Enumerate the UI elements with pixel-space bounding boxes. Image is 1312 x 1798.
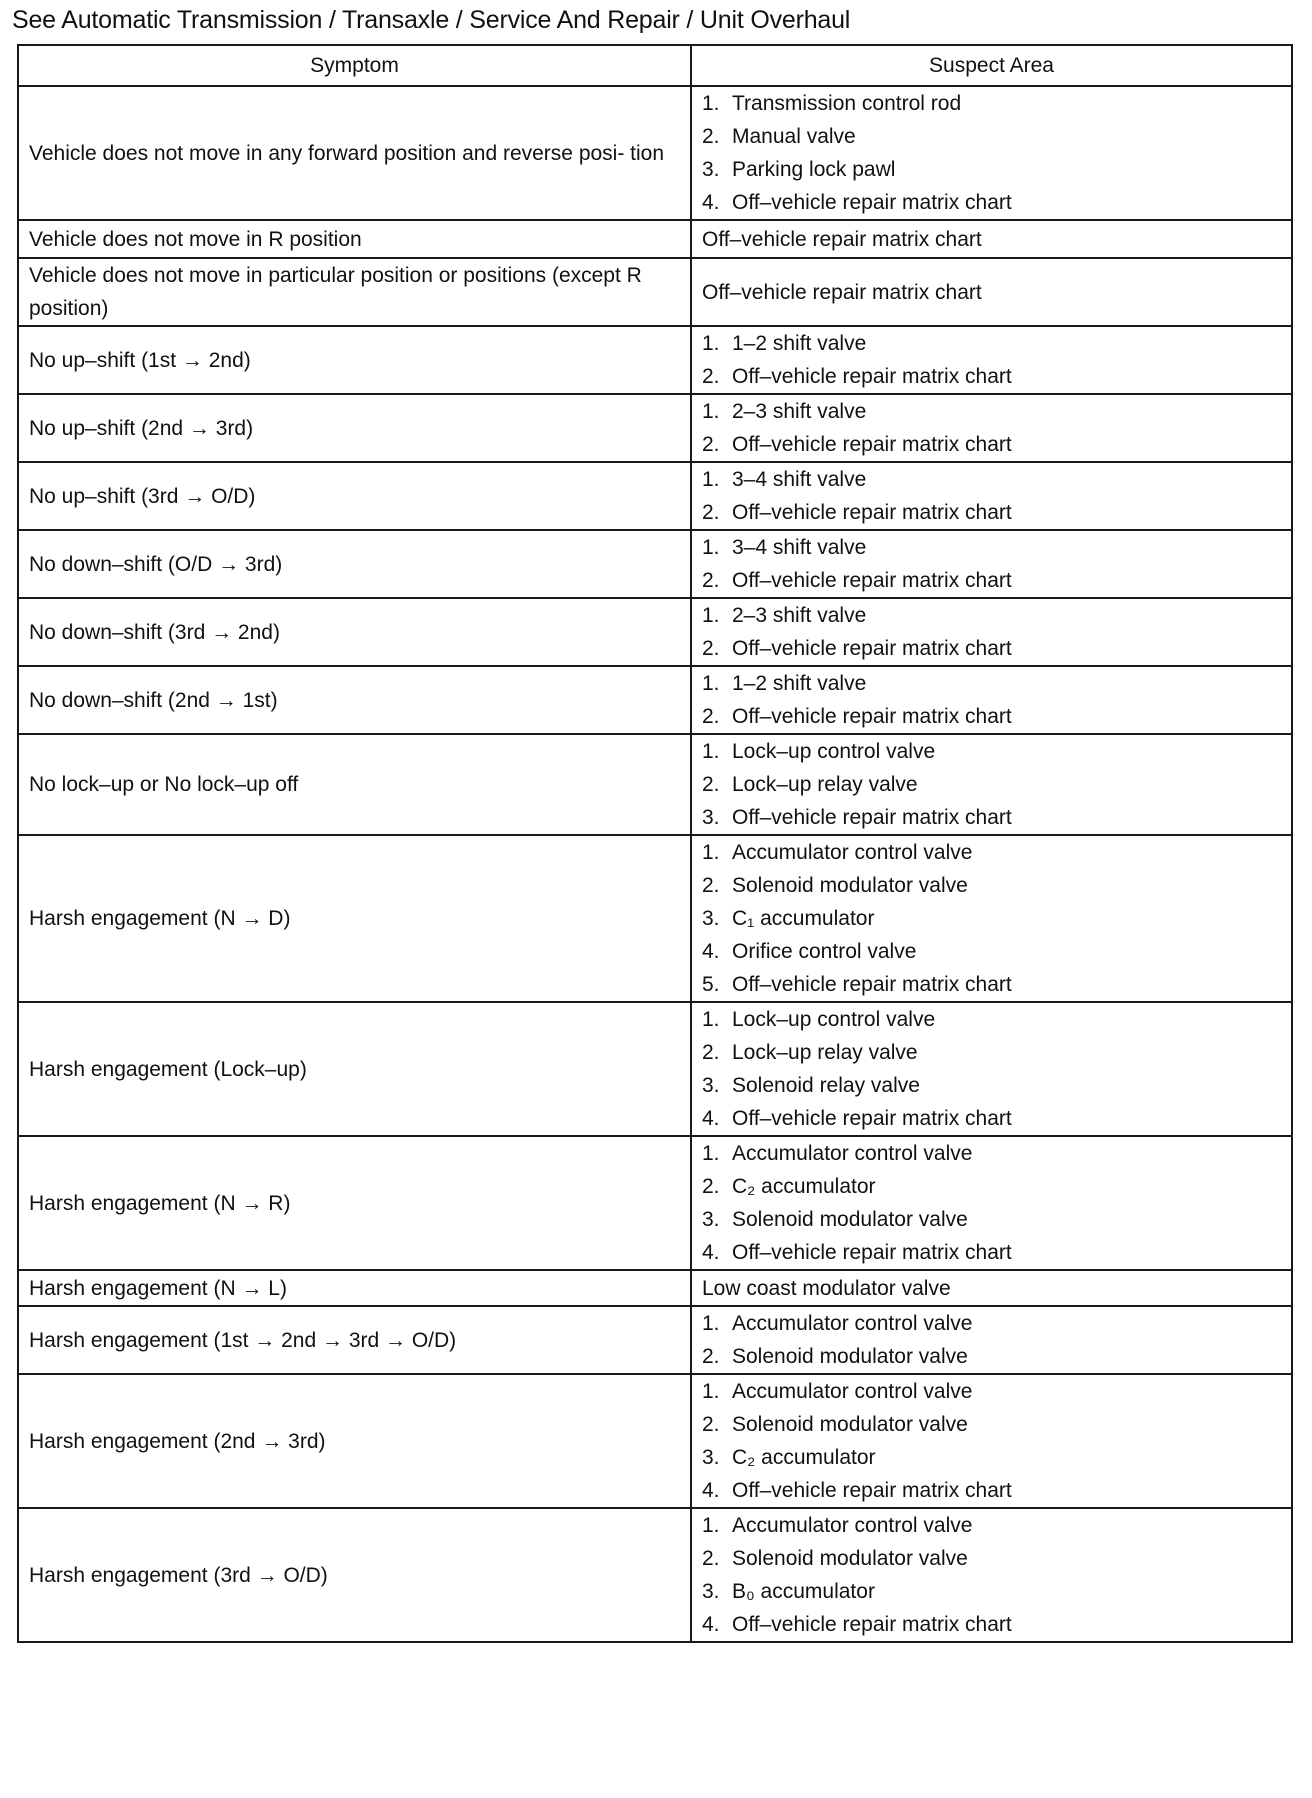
- suspect-area-cell: [691, 394, 1292, 462]
- suspect-area-item: [702, 632, 1291, 665]
- item-number: 2.: [702, 637, 720, 660]
- item-text: Solenoid modulator valve: [732, 1413, 968, 1436]
- symptom-text: No down–shift (2nd → 1st): [29, 688, 278, 712]
- symptom-text: Harsh engagement (3rd → O/D): [29, 1563, 328, 1587]
- symptom-table: [17, 44, 1293, 1643]
- item-text: Off–vehicle repair matrix chart: [732, 1241, 1012, 1264]
- symptom-cell: [18, 326, 691, 394]
- item-number: 1.: [702, 740, 720, 763]
- symptom-text: Harsh engagement (1st → 2nd → 3rd → O/D): [29, 1328, 457, 1352]
- table-row: [18, 394, 1292, 462]
- item-text: Off–vehicle repair matrix chart: [732, 973, 1012, 996]
- suspect-area-item: [702, 1441, 1291, 1474]
- symptom-cell: [18, 258, 691, 326]
- item-text: Accumulator control valve: [732, 841, 973, 864]
- suspect-area-cell: [691, 462, 1292, 530]
- item-number: 3.: [702, 158, 720, 181]
- suspect-area-list: [702, 1375, 1291, 1507]
- symptom-text: Harsh engagement (N → D): [29, 907, 291, 930]
- item-text: 3–4 shift valve: [732, 536, 867, 559]
- item-number: 1.: [702, 1380, 720, 1403]
- suspect-area-item: [702, 768, 1291, 801]
- item-number: 4.: [702, 1613, 720, 1636]
- suspect-area-cell: [691, 598, 1292, 666]
- symptom-text: Harsh engagement (2nd → 3rd): [29, 1429, 326, 1453]
- item-number: 4.: [702, 1241, 720, 1264]
- suspect-area-item: [702, 564, 1291, 597]
- suspect-area-cell: [691, 734, 1292, 835]
- suspect-area-item: [702, 463, 1291, 496]
- item-text: Off–vehicle repair matrix chart: [732, 1479, 1012, 1502]
- suspect-area-cell: [691, 666, 1292, 734]
- symptom-cell: [18, 666, 691, 734]
- item-text: Off–vehicle repair matrix chart: [732, 1107, 1012, 1130]
- suspect-area-item: [702, 1102, 1291, 1135]
- suspect-area-cell: [691, 835, 1292, 1002]
- item-text: Lock–up control valve: [732, 740, 936, 763]
- item-number: 2.: [702, 569, 720, 592]
- suspect-area-item: [702, 1036, 1291, 1069]
- suspect-area-item: [702, 1408, 1291, 1441]
- suspect-area-cell: [691, 1270, 1292, 1306]
- item-number: 1.: [702, 468, 720, 491]
- suspect-area-item: [702, 667, 1291, 700]
- page-breadcrumb: See Automatic Transmission / Transaxle / Service And Repair / Unit Overhaul: [12, 6, 851, 34]
- table-row: [18, 326, 1292, 394]
- suspect-area-item: [702, 1170, 1291, 1203]
- symptom-text: Vehicle does not move in particular position or positions (except R position): [29, 264, 642, 320]
- item-number: 2.: [702, 705, 720, 728]
- symptom-cell: [18, 1002, 691, 1136]
- item-number: 2.: [702, 501, 720, 524]
- symptom-text: Harsh engagement (N → L): [29, 1276, 287, 1300]
- suspect-area-list: [702, 836, 1291, 1001]
- suspect-area-item: [702, 1608, 1291, 1641]
- suspect-area-item: [702, 1307, 1291, 1340]
- symptom-text: No down–shift (3rd → 2nd): [29, 620, 280, 644]
- item-number: 2.: [702, 433, 720, 456]
- item-text: 2–3 shift valve: [732, 604, 867, 627]
- symptom-cell: [18, 530, 691, 598]
- item-number: 1.: [702, 672, 720, 695]
- suspect-area-item: [702, 1236, 1291, 1269]
- suspect-area-list: [702, 395, 1291, 461]
- suspect-area-item: [702, 496, 1291, 529]
- item-number: 4.: [702, 1107, 720, 1130]
- suspect-area-item: [702, 1542, 1291, 1575]
- item-text: 3–4 shift valve: [732, 468, 867, 491]
- item-text: Orifice control valve: [732, 940, 917, 963]
- item-number: 3.: [702, 806, 720, 829]
- suspect-area-item: [702, 1509, 1291, 1542]
- suspect-area-list: [702, 735, 1291, 834]
- suspect-area-item: [702, 935, 1291, 968]
- symptom-text: No lock–up or No lock–up off: [29, 773, 299, 796]
- item-text: Manual valve: [732, 125, 856, 148]
- table-row: [18, 220, 1292, 258]
- item-text: Off–vehicle repair matrix chart: [732, 191, 1012, 214]
- suspect-area-text: Low coast modulator valve: [702, 1276, 951, 1300]
- item-number: 1.: [702, 841, 720, 864]
- item-number: 2.: [702, 1041, 720, 1064]
- item-text: 2–3 shift valve: [732, 400, 867, 423]
- suspect-area-text: Off–vehicle repair matrix chart: [702, 280, 982, 304]
- item-text: Off–vehicle repair matrix chart: [732, 501, 1012, 524]
- table-row: [18, 734, 1292, 835]
- suspect-area-item: [702, 836, 1291, 869]
- symptom-text: No up–shift (3rd → O/D): [29, 484, 256, 508]
- item-number: 2.: [702, 125, 720, 148]
- suspect-area-item: [702, 87, 1291, 120]
- symptom-cell: [18, 220, 691, 258]
- item-text: Lock–up relay valve: [732, 773, 918, 796]
- item-text: Off–vehicle repair matrix chart: [732, 433, 1012, 456]
- symptom-text: Vehicle does not move in R position: [29, 227, 362, 251]
- item-number: 3.: [702, 1074, 720, 1097]
- table-row: [18, 1306, 1292, 1374]
- item-number: 4.: [702, 1479, 720, 1502]
- suspect-area-list: [702, 1509, 1291, 1641]
- item-number: 2.: [702, 1175, 720, 1198]
- suspect-area-cell: [691, 1508, 1292, 1642]
- item-text: Lock–up relay valve: [732, 1041, 918, 1064]
- suspect-area-list: [702, 531, 1291, 597]
- table-row: [18, 1270, 1292, 1306]
- suspect-area-list: [702, 1307, 1291, 1373]
- table-row: [18, 598, 1292, 666]
- suspect-area-item: [702, 360, 1291, 393]
- symptom-cell: [18, 1508, 691, 1642]
- item-text: Off–vehicle repair matrix chart: [732, 705, 1012, 728]
- item-text: Accumulator control valve: [732, 1312, 973, 1335]
- item-text: Off–vehicle repair matrix chart: [732, 365, 1012, 388]
- item-text: Solenoid modulator valve: [732, 1208, 968, 1231]
- suspect-area-cell: [691, 1374, 1292, 1508]
- suspect-area-list: [702, 1003, 1291, 1135]
- symptom-cell: [18, 462, 691, 530]
- item-number: 1.: [702, 92, 720, 115]
- item-number: 2.: [702, 1413, 720, 1436]
- item-number: 1.: [702, 1008, 720, 1031]
- item-text: Solenoid modulator valve: [732, 1345, 968, 1368]
- item-text: Off–vehicle repair matrix chart: [732, 569, 1012, 592]
- item-number: 1.: [702, 1312, 720, 1335]
- item-text: Transmission control rod: [732, 92, 962, 115]
- suspect-area-item: [702, 1137, 1291, 1170]
- suspect-area-cell: [691, 1136, 1292, 1270]
- item-text: Solenoid modulator valve: [732, 1547, 968, 1570]
- symptom-cell: [18, 1306, 691, 1374]
- item-number: 3.: [702, 1580, 720, 1603]
- suspect-area-item: [702, 327, 1291, 360]
- table-row: [18, 530, 1292, 598]
- symptom-cell: [18, 734, 691, 835]
- item-number: 1.: [702, 1514, 720, 1537]
- suspect-area-item: [702, 700, 1291, 733]
- item-text: Off–vehicle repair matrix chart: [732, 806, 1012, 829]
- table-row: [18, 1002, 1292, 1136]
- suspect-area-cell: [691, 326, 1292, 394]
- item-text: Accumulator control valve: [732, 1142, 973, 1165]
- suspect-area-text: Off–vehicle repair matrix chart: [702, 227, 982, 251]
- table-row: [18, 666, 1292, 734]
- symptom-cell: [18, 394, 691, 462]
- item-number: 1.: [702, 400, 720, 423]
- item-number: 1.: [702, 536, 720, 559]
- suspect-area-item: [702, 599, 1291, 632]
- item-number: 3.: [702, 1446, 720, 1469]
- item-number: 4.: [702, 940, 720, 963]
- item-text: C₂ accumulator: [732, 1175, 876, 1198]
- symptom-cell: [18, 598, 691, 666]
- item-number: 3.: [702, 1208, 720, 1231]
- table-row: [18, 1136, 1292, 1270]
- item-text: Off–vehicle repair matrix chart: [732, 637, 1012, 660]
- suspect-area-item: [702, 120, 1291, 153]
- suspect-area-item: [702, 186, 1291, 219]
- suspect-area-item: [702, 735, 1291, 768]
- suspect-area-item: [702, 1069, 1291, 1102]
- item-number: 1.: [702, 332, 720, 355]
- table-header-row: [18, 45, 1292, 86]
- table-row: [18, 86, 1292, 220]
- symptom-text: No down–shift (O/D → 3rd): [29, 552, 283, 576]
- item-number: 1.: [702, 1142, 720, 1165]
- item-text: Accumulator control valve: [732, 1514, 973, 1537]
- symptom-text: Harsh engagement (Lock–up): [29, 1057, 307, 1081]
- suspect-area-item: [702, 531, 1291, 564]
- suspect-area-item: [702, 902, 1291, 935]
- suspect-area-list: [702, 87, 1291, 219]
- table-row: [18, 258, 1292, 326]
- symptom-cell: [18, 1136, 691, 1270]
- suspect-area-item: [702, 869, 1291, 902]
- item-text: C₁ accumulator: [732, 907, 875, 930]
- suspect-area-item: [702, 1375, 1291, 1408]
- table-row: [18, 835, 1292, 1002]
- suspect-area-cell: [691, 86, 1292, 220]
- suspect-area-cell: [691, 1002, 1292, 1136]
- suspect-area-item: [702, 1003, 1291, 1036]
- item-text: Solenoid modulator valve: [732, 874, 968, 897]
- item-text: Off–vehicle repair matrix chart: [732, 1613, 1012, 1636]
- item-number: 2.: [702, 365, 720, 388]
- item-text: C₂ accumulator: [732, 1446, 876, 1469]
- suspect-area-list: [702, 1137, 1291, 1269]
- symptom-cell: [18, 1374, 691, 1508]
- suspect-area-item: [702, 1340, 1291, 1373]
- suspect-area-cell: [691, 220, 1292, 258]
- symptom-cell: [18, 86, 691, 220]
- table-row: [18, 1374, 1292, 1508]
- suspect-area-item: [702, 153, 1291, 186]
- item-text: 1–2 shift valve: [732, 672, 867, 695]
- suspect-area-list: [702, 327, 1291, 393]
- table-body: [18, 86, 1292, 1642]
- column-header-suspect-area: Suspect Area: [691, 45, 1292, 86]
- suspect-area-list: [702, 667, 1291, 733]
- item-number: 5.: [702, 973, 720, 996]
- suspect-area-cell: [691, 1306, 1292, 1374]
- column-header-symptom: Symptom: [18, 45, 691, 86]
- item-number: 1.: [702, 604, 720, 627]
- suspect-area-item: [702, 801, 1291, 834]
- table-row: [18, 462, 1292, 530]
- item-text: Accumulator control valve: [732, 1380, 973, 1403]
- suspect-area-item: [702, 1474, 1291, 1507]
- item-text: Parking lock pawl: [732, 158, 896, 181]
- item-number: 2.: [702, 874, 720, 897]
- symptom-text: Vehicle does not move in any forward position and reverse posi- tion: [29, 141, 665, 165]
- suspect-area-list: [702, 599, 1291, 665]
- item-text: B₀ accumulator: [732, 1580, 875, 1603]
- item-number: 3.: [702, 907, 720, 930]
- suspect-area-item: [702, 968, 1291, 1001]
- item-text: 1–2 shift valve: [732, 332, 867, 355]
- symptom-text: No up–shift (1st → 2nd): [29, 348, 251, 372]
- item-number: 2.: [702, 773, 720, 796]
- symptom-cell: [18, 835, 691, 1002]
- item-number: 2.: [702, 1345, 720, 1368]
- suspect-area-cell: [691, 530, 1292, 598]
- suspect-area-list: [702, 463, 1291, 529]
- item-number: 4.: [702, 191, 720, 214]
- suspect-area-cell: [691, 258, 1292, 326]
- item-text: Lock–up control valve: [732, 1008, 936, 1031]
- suspect-area-item: [702, 428, 1291, 461]
- table-row: [18, 1508, 1292, 1642]
- item-number: 2.: [702, 1547, 720, 1570]
- suspect-area-item: [702, 1575, 1291, 1608]
- symptom-cell: [18, 1270, 691, 1306]
- suspect-area-item: [702, 395, 1291, 428]
- symptom-text: Harsh engagement (N → R): [29, 1191, 291, 1215]
- suspect-area-item: [702, 1203, 1291, 1236]
- item-text: Solenoid relay valve: [732, 1074, 920, 1097]
- symptom-text: No up–shift (2nd → 3rd): [29, 416, 254, 440]
